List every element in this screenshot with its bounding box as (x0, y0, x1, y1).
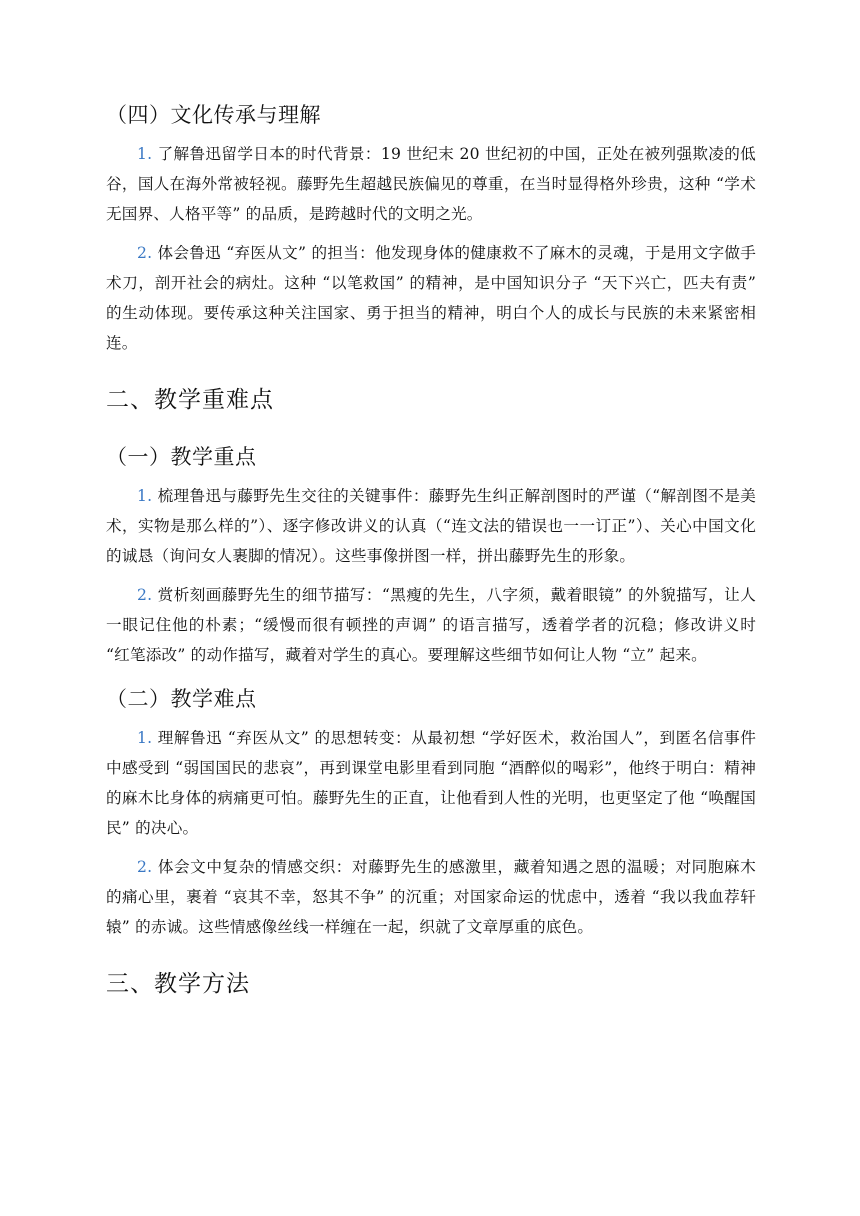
item-number: 1. (137, 729, 153, 747)
item-number: 2. (137, 586, 153, 604)
paragraph-item (106, 852, 756, 942)
section-heading-teaching-methods: 三、教学方法 (106, 971, 250, 997)
paragraph-text: 赏析刻画藤野先生的细节描写：“黑瘦的先生，八字须，戴着眼镜” 的外貌描写，让人一眼记住他的朴素；“缓慢而很有顿挫的声调” 的语言描写，透着学者的沉稳；修改讲义时 “红笔添改” 的动作描写，藏着对学生的真心。要理解这些细节如何让人物 “立” 起来。 (106, 586, 756, 664)
paragraph-text: 体会鲁迅 “弃医从文” 的担当：他发现身体的健康救不了麻木的灵魂，于是用文字做手术刀，剖开社会的病灶。这种 “以笔救国” 的精神，是中国知识分子 “天下兴亡，匹夫有责” 的生动体现。要传承这种关注国家、勇于担当的精神，明白个人的成长与民族的未来紧密相连。 (106, 244, 756, 352)
document-body (106, 100, 756, 1000)
subsection-heading-teaching-focus: （一）教学重点 (106, 445, 257, 469)
item-number: 1. (137, 145, 153, 163)
item-number: 2. (137, 858, 153, 876)
paragraph-item (106, 481, 756, 571)
paragraph-item (106, 238, 756, 358)
paragraph-text: 理解鲁迅 “弃医从文” 的思想转变：从最初想 “学好医术，救治国人”，到匿名信事件中感受到 “弱国国民的悲哀”，再到课堂电影里看到同胞 “酒醉似的喝彩”，他终于明白：精神的麻木比身体的病痛更可怕。藤野先生的正直，让他看到人性的光明，也更坚定了他 “唤醒国民” 的决心。 (106, 729, 756, 837)
paragraph-text: 了解鲁迅留学日本的时代背景：19 世纪末 20 世纪初的中国，正处在被列强欺凌的低谷，国人在海外常被轻视。藤野先生超越民族偏见的尊重，在当时显得格外珍贵，这种 “学术无国界、人格平等” 的品质，是跨越时代的文明之光。 (106, 145, 756, 223)
subsection-heading-teaching-difficulty: （二）教学难点 (106, 687, 257, 711)
section-heading-cultural-inheritance: （四）文化传承与理解 (106, 103, 321, 127)
item-number: 2. (137, 244, 153, 262)
section-heading-key-difficulties: 二、教学重难点 (106, 387, 274, 413)
paragraph-item (106, 580, 756, 670)
paragraph-text: 梳理鲁迅与藤野先生交往的关键事件：藤野先生纠正解剖图时的严谨（“解剖图不是美术，实物是那么样的”）、逐字修改讲义的认真（“连文法的错误也一一订正”）、关心中国文化的诚恳（询问女人裹脚的情况）。这些事像拼图一样，拼出藤野先生的形象。 (106, 487, 756, 565)
item-number: 1. (137, 487, 153, 505)
paragraph-text: 体会文中复杂的情感交织：对藤野先生的感激里，藏着知遇之恩的温暖；对同胞麻木的痛心里，裹着 “哀其不幸，怒其不争” 的沉重；对国家命运的忧虑中，透着 “我以我血荐轩辕” 的赤诚。这些情感像丝线一样缠在一起，织就了文章厚重的底色。 (106, 858, 756, 936)
paragraph-item (106, 139, 756, 229)
paragraph-item (106, 723, 756, 843)
